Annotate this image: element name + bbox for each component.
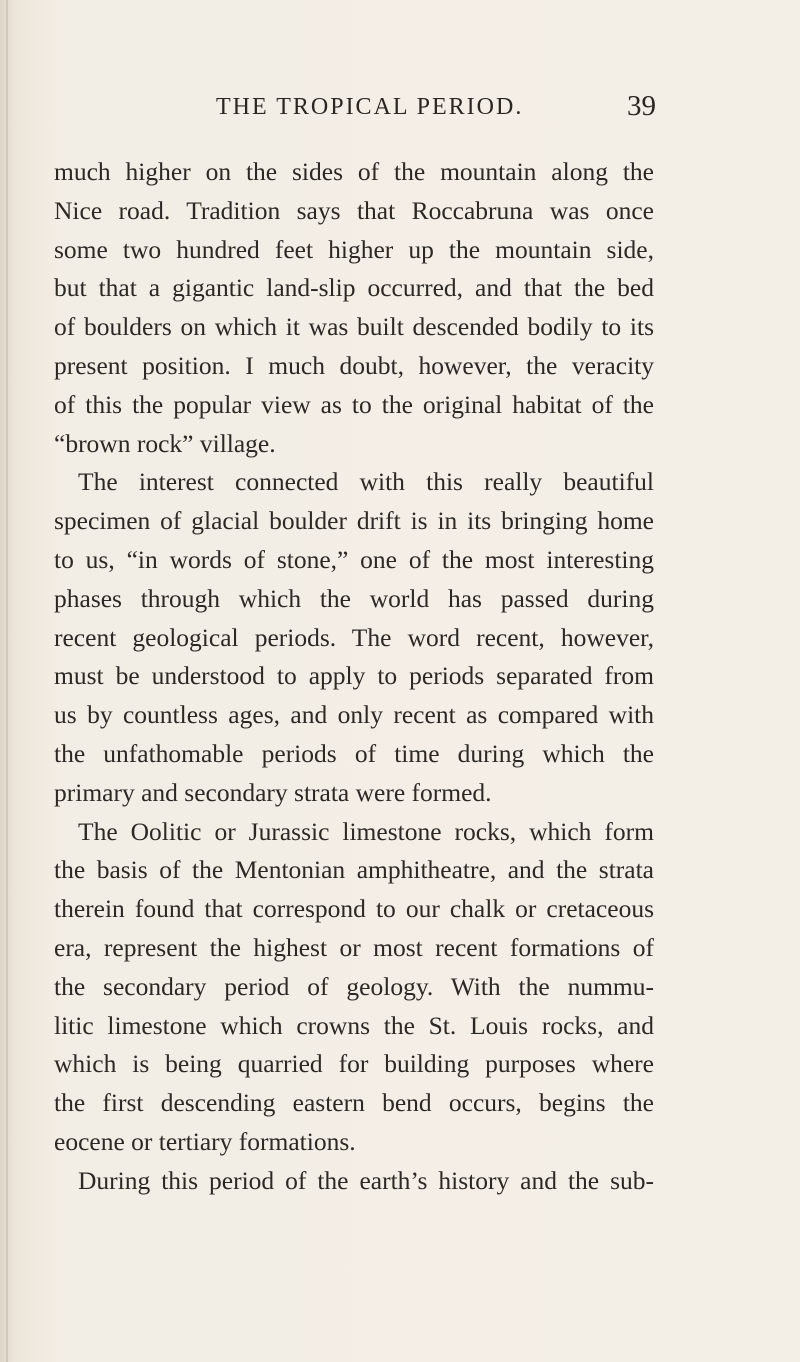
text-line: the first descending eastern bend occurs, begins the: [54, 1088, 654, 1118]
text-line: much higher on the sides of the mountain along the: [54, 157, 654, 186]
text-line: the secondary period of geology. With the nummu-: [54, 971, 654, 1001]
text-line: phases through which the world has passed during: [54, 583, 654, 613]
paragraph-start-line: During this period of the earth’s history and the sub-: [78, 1165, 654, 1195]
text-line: primary and secondary strata were formed.: [54, 777, 492, 807]
paragraph-start-line: The interest connected with this really beautiful: [78, 467, 654, 497]
page-number: 39: [627, 90, 656, 122]
text-line: present position. I much doubt, however, the veracity: [54, 350, 654, 380]
text-line: us by countless ages, and only recent as compared with: [54, 700, 654, 730]
text-line: the unfathomable periods of time during which the: [54, 738, 654, 768]
text-line: to us, “in words of stone,” one of the most interesting: [54, 544, 654, 574]
text-line: “brown rock” village.: [54, 428, 276, 458]
text-line: recent geological periods. The word recent, however,: [54, 622, 654, 652]
text-line: therein found that correspond to our chalk or cretaceous: [54, 894, 654, 924]
text-line: era, represent the highest or most recent formations of: [54, 932, 654, 962]
text-line: but that a gigantic land-slip occurred, and that the bed: [54, 273, 654, 303]
text-line: must be understood to apply to periods separated from: [54, 661, 654, 691]
running-title: THE TROPICAL PERIOD.: [216, 94, 524, 120]
text-line: the basis of the Mentonian amphitheatre, and the strata: [54, 855, 654, 885]
text-line: of this the popular view as to the original habitat of the: [54, 389, 654, 419]
text-line: some two hundred feet higher up the mountain side,: [54, 234, 654, 264]
body-text: [54, 153, 654, 1201]
page-edge: [6, 0, 8, 1362]
text-line: of boulders on which it was built descended bodily to its: [54, 312, 654, 342]
page-header: [0, 90, 800, 134]
text-line: litic limestone which crowns the St. Louis rocks, and: [54, 1010, 654, 1040]
text-line: Nice road. Tradition says that Roccabruna was once: [54, 195, 654, 225]
text-line: which is being quarried for building purposes where: [54, 1049, 654, 1079]
text-line: eocene or tertiary formations.: [54, 1126, 356, 1156]
paragraph-start-line: The Oolitic or Jurassic limestone rocks, which form: [78, 816, 654, 846]
text-line: specimen of glacial boulder drift is in its bringing home: [54, 506, 654, 536]
